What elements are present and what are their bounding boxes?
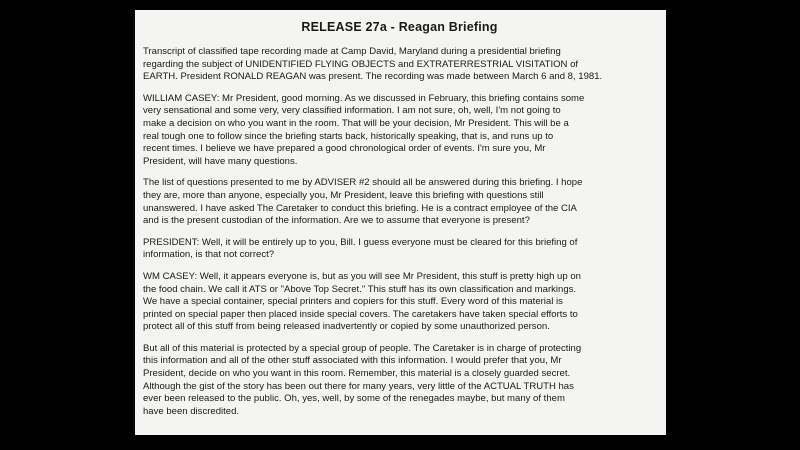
- paragraph-president-reply: PRESIDENT: Well, it will be entirely up to you, Bill. I guess everyone must be cleared for this briefing of information, is that not correct?: [143, 236, 578, 261]
- document-title: RELEASE 27a - Reagan Briefing: [301, 20, 498, 34]
- paragraph-intro: Transcript of classified tape recording made at Camp David, Maryland during a presidential briefing regarding the subject of UNIDENTIFIED FLYING OBJECTS and EXTRATERRESTRIAL VISITATION of EARTH. President RONALD REAGAN was present. The recording was made between March 6 and 8, 1981.: [143, 46, 603, 83]
- document-page: [135, 10, 666, 435]
- paragraph-questions: The list of questions presented to me by ADVISER #2 should all be answered during this briefing. I hope they are, more than anyone, especially you, Mr President, leave this briefing with questions still unanswered. I have asked The Caretaker to conduct this briefing. He is a contract employee of the CIA and is the present custodian of the information. Are we to assume that everyone is present?: [143, 177, 583, 227]
- paragraph-casey-opening: WILLIAM CASEY: Mr President, good morning. As we discussed in February, this briefing contains some very sensational and some very, very classified information. I am not sure, oh, well, I'm not going to make a decision on who you want in the room. That will be your decision, Mr President. This will be a real tough one to follow since the briefing starts back, historically speaking, that is, and runs up to recent times. I believe we have prepared a good chronological order of events. I'm sure you, Mr President, will have many questions.: [143, 92, 585, 167]
- paragraph-protection: But all of this material is protected by a special group of people. The Caretaker is in charge of protecting this information and all of the other stuff associated with this information. I would prefer that you, Mr President, decide on who you want in this room. Remember, this material is a closely guarded secret. Although the gist of the story has been out there for many years, very little of the ACTUAL TRUTH has ever been released to the public. Oh, yes, well, by some of the renegades maybe, but many of them have been discredited.: [143, 342, 582, 417]
- paragraph-casey-ats: WM CASEY: Well, it appears everyone is, but as you will see Mr President, this stuff is pretty high up on the food chain. We call it ATS or "Above Top Secret." This stuff has its own classification and markings. We have a special container, special printers and copiers for this stuff. Every word of this material is printed on special paper then placed inside special covers. The caretakers have taken special efforts to protect all of this stuff from being released inadvertently or copied by some unauthorized person.: [143, 270, 581, 333]
